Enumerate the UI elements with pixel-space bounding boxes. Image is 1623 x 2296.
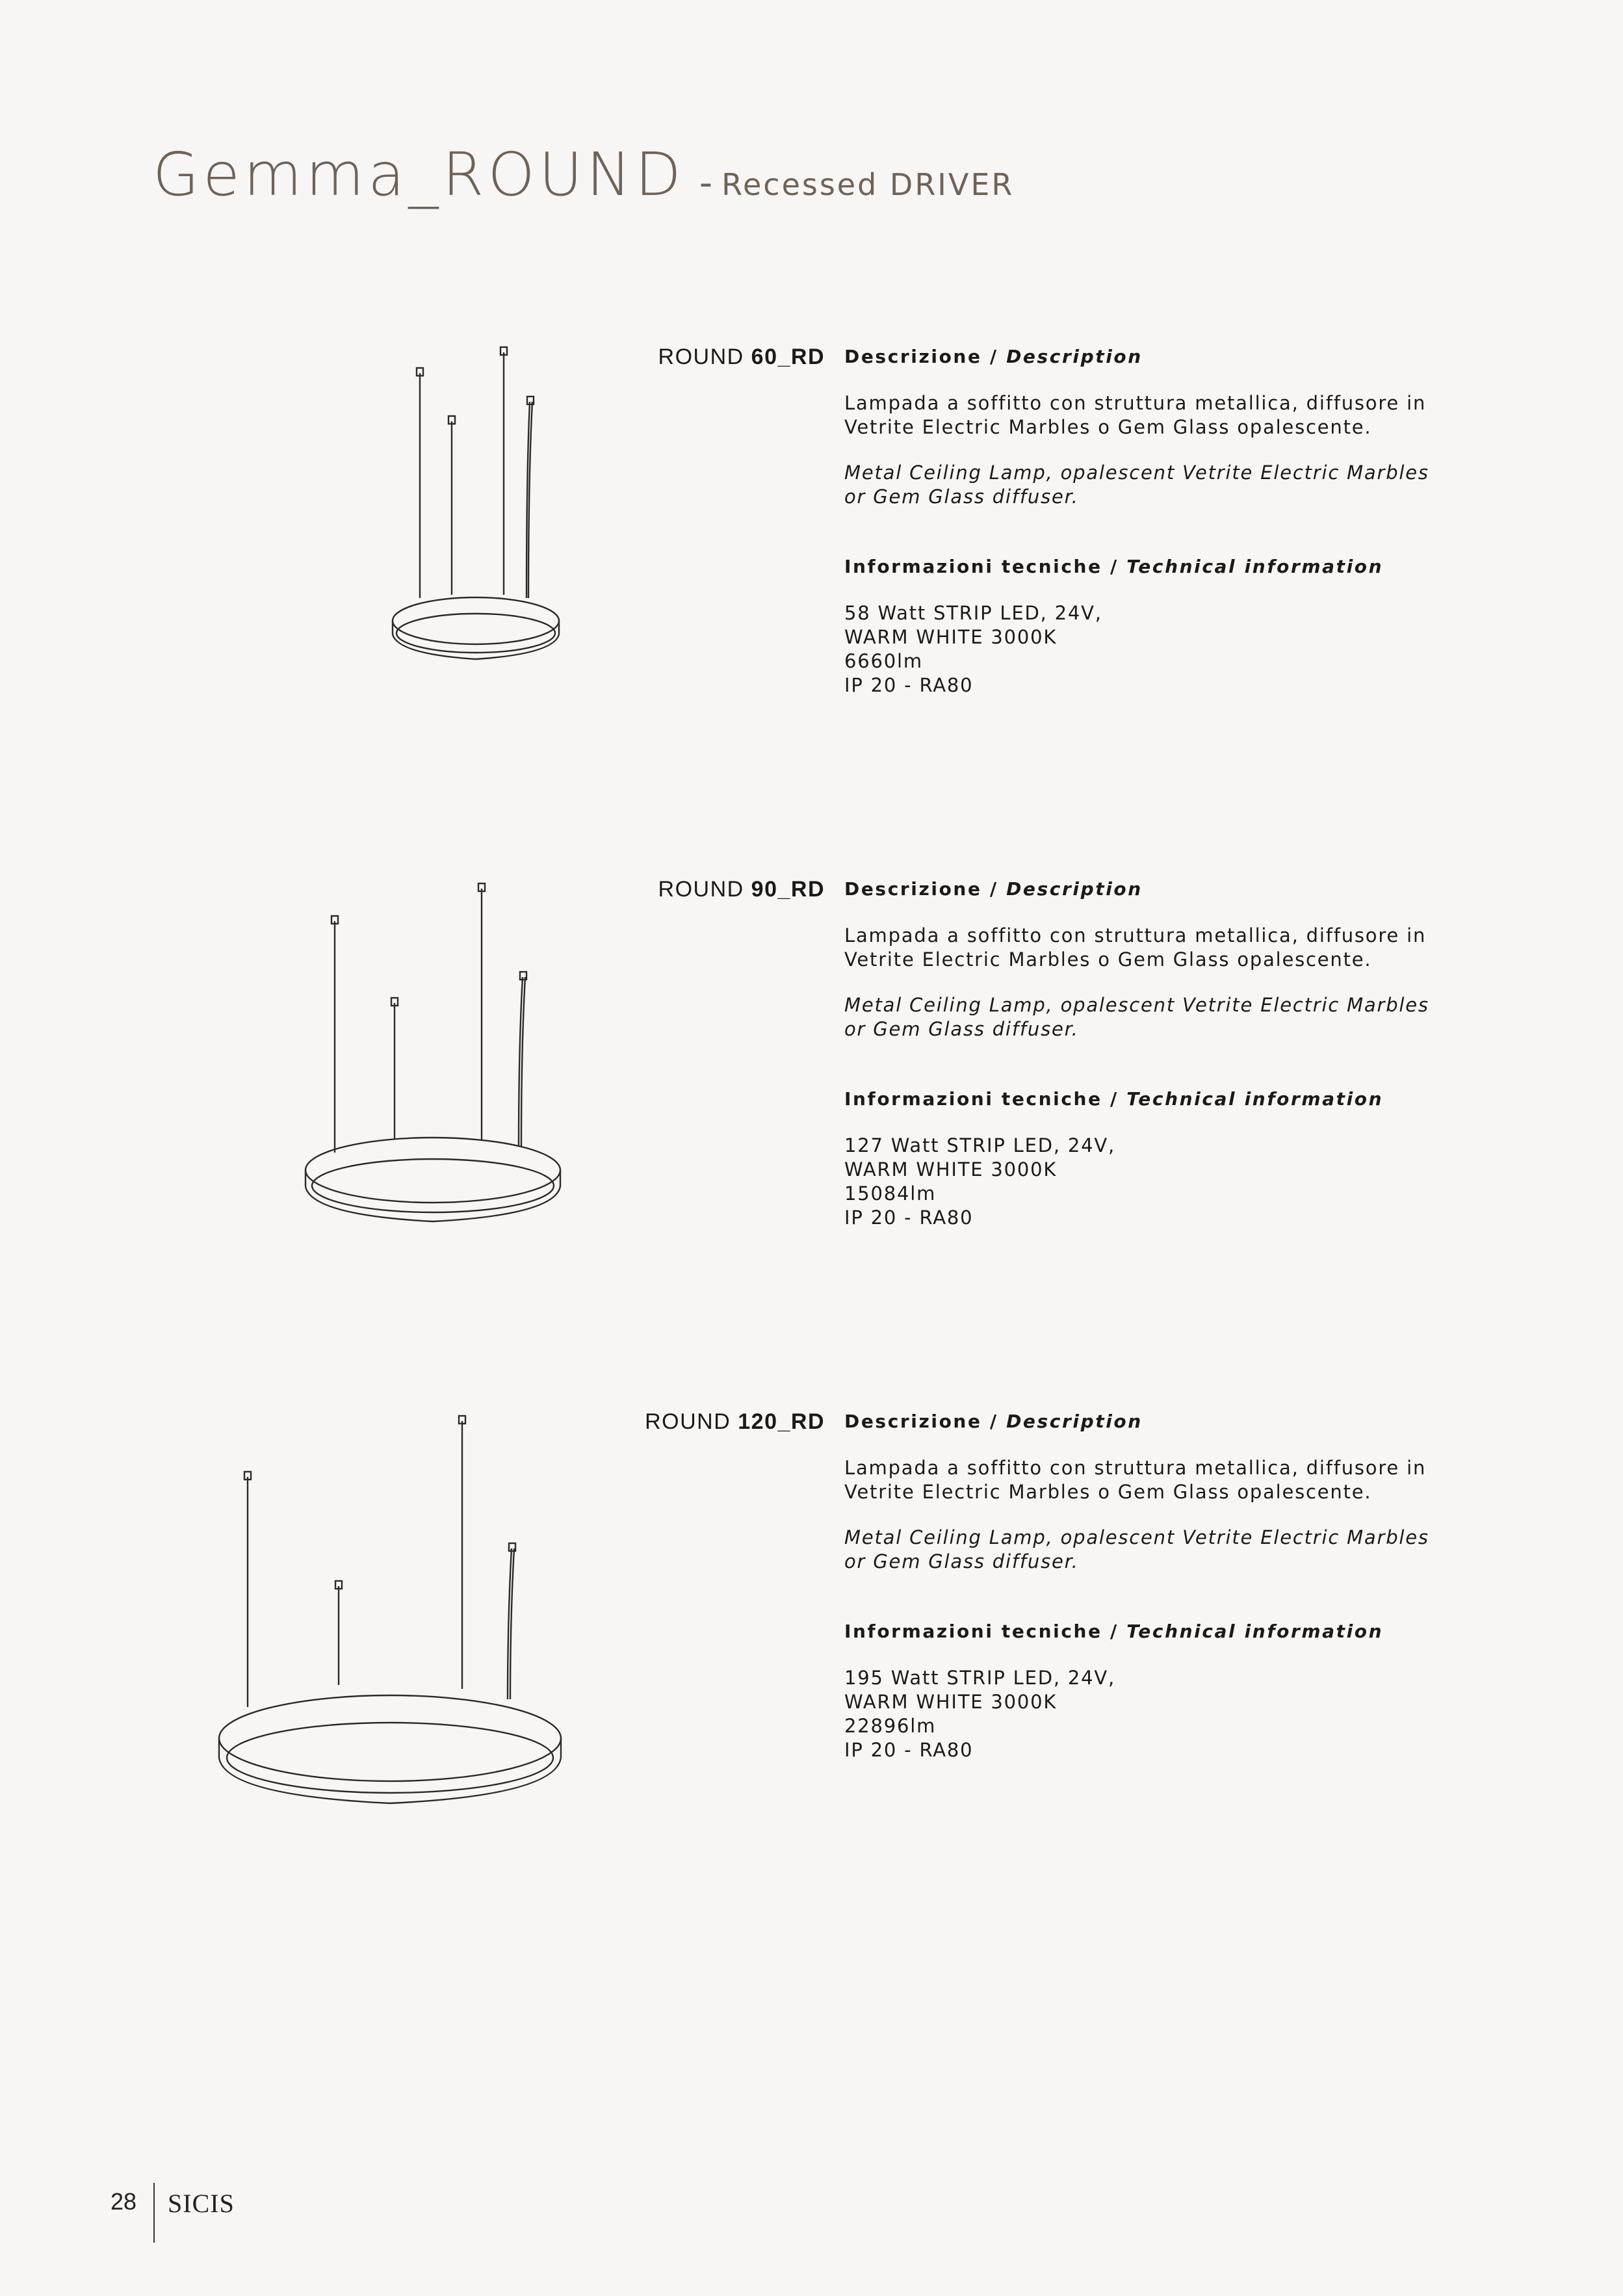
- spec-lumen: 6660lm: [844, 650, 923, 672]
- description-it-2: Vetrite Electric Marbles o Gem Glass opalescente.: [844, 416, 1372, 438]
- heading-en: Description: [1006, 1411, 1143, 1432]
- heading-it: Informazioni tecniche: [844, 556, 1102, 577]
- description-en-2: or Gem Glass diffuser.: [844, 1550, 1079, 1572]
- heading-en: Technical information: [1126, 1088, 1384, 1110]
- description-heading: [844, 345, 1462, 369]
- title-main: Gemma_ROUND: [153, 140, 685, 209]
- heading-separator: /: [1102, 556, 1127, 577]
- description-heading: [844, 877, 1462, 901]
- product-code: [658, 877, 825, 902]
- product-round-120: [0, 1409, 1623, 1864]
- product-text: [844, 877, 1462, 1230]
- heading-separator: /: [1102, 1088, 1127, 1110]
- heading-it: Descrizione: [844, 1411, 982, 1432]
- description-it-2: Vetrite Electric Marbles o Gem Glass opalescente.: [844, 1481, 1372, 1503]
- description-it-1: Lampada a soffitto con struttura metallica, diffusore in: [844, 392, 1427, 414]
- spec-power: 58 Watt STRIP LED, 24V,: [844, 602, 1102, 624]
- heading-en: Description: [1006, 878, 1143, 900]
- code-prefix: ROUND: [645, 1409, 731, 1434]
- description-en-1: Metal Ceiling Lamp, opalescent Vetrite Electric Marbles: [844, 462, 1429, 484]
- technical-heading: [844, 554, 1462, 579]
- product-text: [844, 1409, 1462, 1762]
- product-code: [645, 1409, 825, 1435]
- heading-separator: /: [981, 1411, 1007, 1432]
- spec-ip: IP 20 - RA80: [844, 1739, 974, 1761]
- description-en-2: or Gem Glass diffuser.: [844, 1018, 1079, 1040]
- description-en-1: Metal Ceiling Lamp, opalescent Vetrite Electric Marbles: [844, 1526, 1429, 1548]
- code-prefix: ROUND: [658, 345, 744, 369]
- title-subtitle: Recessed DRIVER: [721, 167, 1015, 202]
- product-code: [658, 345, 825, 370]
- technical-heading: [844, 1619, 1462, 1643]
- footer-divider: [153, 2183, 155, 2243]
- description-it-2: Vetrite Electric Marbles o Gem Glass opalescente.: [844, 948, 1372, 971]
- code-size: 120_RD: [738, 1409, 825, 1434]
- heading-separator: /: [981, 878, 1007, 900]
- spec-color: WARM WHITE 3000K: [844, 1691, 1058, 1713]
- heading-it: Descrizione: [844, 346, 982, 367]
- technical-heading: [844, 1087, 1462, 1111]
- description-heading: [844, 1409, 1462, 1433]
- heading-separator: /: [1102, 1621, 1127, 1642]
- description-en-1: Metal Ceiling Lamp, opalescent Vetrite Electric Marbles: [844, 994, 1429, 1016]
- description-en-2: or Gem Glass diffuser.: [844, 486, 1079, 508]
- heading-en: Description: [1006, 346, 1143, 367]
- product-round-60: [0, 345, 1623, 800]
- product-text: [844, 345, 1462, 698]
- description-it-1: Lampada a soffitto con struttura metallica, diffusore in: [844, 1457, 1427, 1479]
- code-size: 90_RD: [751, 877, 825, 902]
- spec-lumen: 15084lm: [844, 1182, 937, 1205]
- spec-color: WARM WHITE 3000K: [844, 626, 1058, 648]
- spec-color: WARM WHITE 3000K: [844, 1158, 1058, 1181]
- heading-en: Technical information: [1126, 1621, 1384, 1642]
- heading-it: Informazioni tecniche: [844, 1088, 1102, 1110]
- spec-power: 127 Watt STRIP LED, 24V,: [844, 1134, 1116, 1156]
- page-title: [153, 140, 1014, 209]
- heading-en: Technical information: [1126, 556, 1384, 577]
- code-prefix: ROUND: [658, 877, 744, 902]
- description-it-1: Lampada a soffitto con struttura metallica, diffusore in: [844, 924, 1427, 946]
- page-number: 28: [110, 2188, 137, 2215]
- spec-lumen: 22896lm: [844, 1715, 937, 1737]
- spec-power: 195 Watt STRIP LED, 24V,: [844, 1667, 1116, 1689]
- product-round-90: [0, 877, 1623, 1332]
- spec-ip: IP 20 - RA80: [844, 674, 974, 696]
- heading-separator: /: [981, 346, 1007, 367]
- heading-it: Descrizione: [844, 878, 982, 900]
- spec-ip: IP 20 - RA80: [844, 1207, 974, 1229]
- brand-logo: SICIS: [168, 2189, 235, 2218]
- title-dash: -: [699, 162, 713, 204]
- heading-it: Informazioni tecniche: [844, 1621, 1102, 1642]
- code-size: 60_RD: [751, 345, 825, 369]
